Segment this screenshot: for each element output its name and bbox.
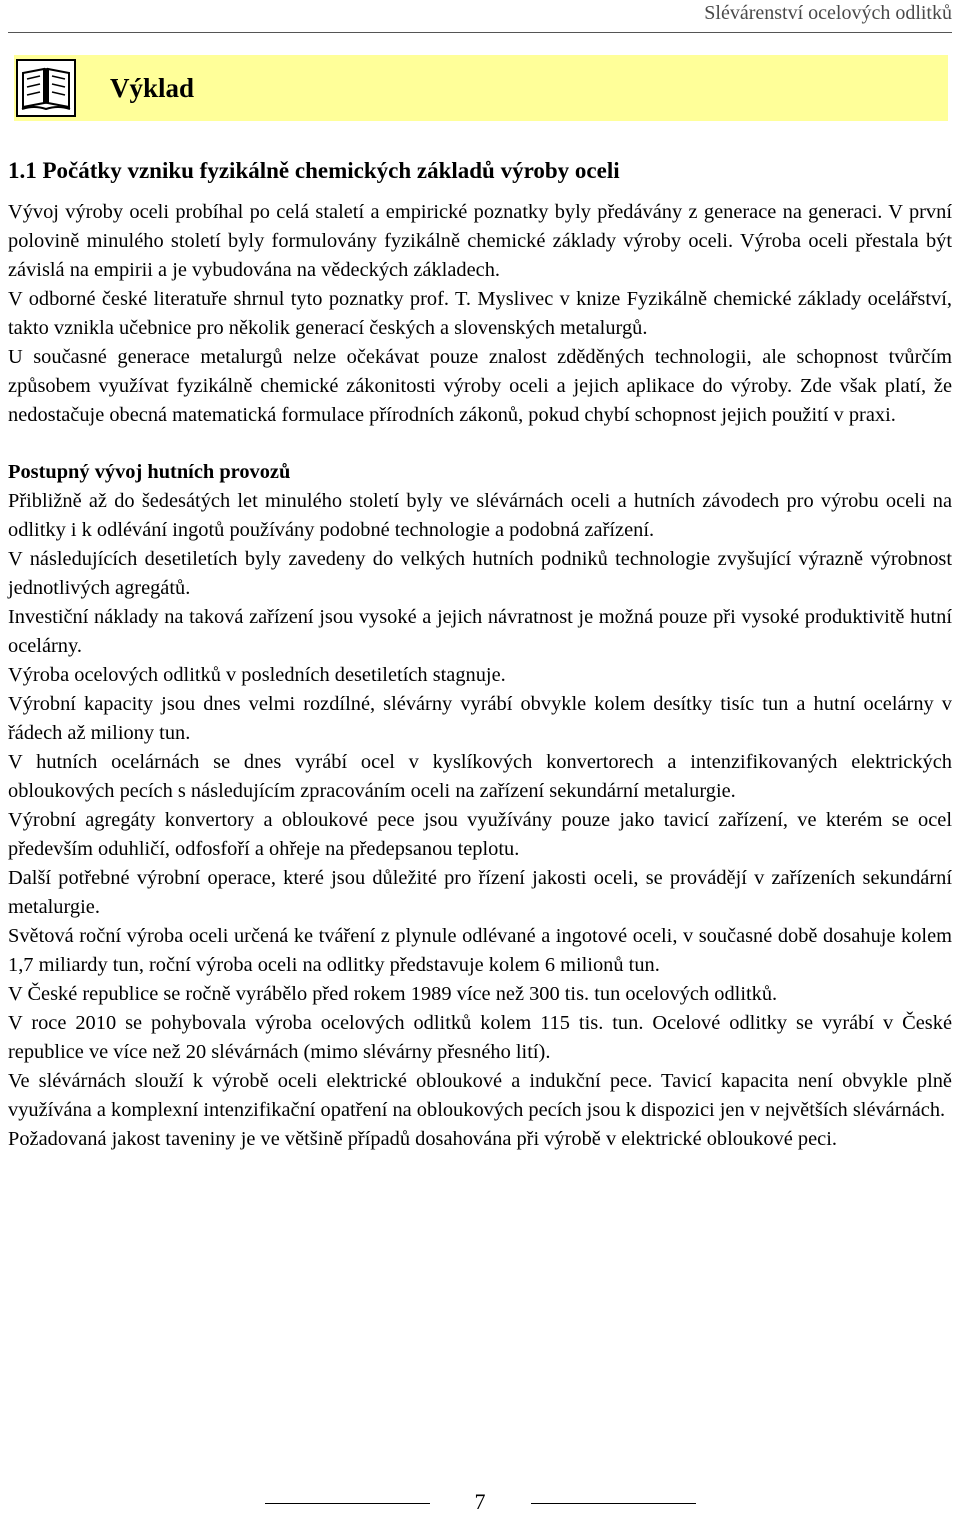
- banner-title: Výklad: [110, 73, 195, 103]
- paragraph: Světová roční výroba oceli určená ke tváření z plynule odlévané a ingotové oceli, v současné době dosahuje kolem 1,7 miliardy tun, roční výroba oceli na odlitky představuje kolem 6 milionů tun.: [8, 925, 952, 976]
- paragraph: Další potřebné výrobní operace, které jsou důležité pro řízení jakosti oceli, se provádějí v zařízeních sekundární metalurgie.: [8, 867, 952, 918]
- paragraph: Výrobní agregáty konvertory a obloukové pece jsou využívány pouze jako tavicí zařízení, ve kterém se ocel především oduhličí, odfosfoří a ohřeje na předepsanou teplotu.: [8, 809, 952, 860]
- header-rule: [8, 32, 952, 33]
- paragraph: U současné generace metalurgů nelze očekávat pouze znalost zděděných technologii, ale schopnost tvůrčím způsobem využívat fyzikálně chemické zákonitosti výroby oceli a jejich aplikace do výroby. Zde však platí, že nedostačuje obecná matematická formulace přírodních zákonů, pokud chybí schopnost jejich použití v praxi.: [8, 346, 952, 426]
- paragraph: Výrobní kapacity jsou dnes velmi rozdílné, slévárny vyrábí obvykle kolem desítky tisíc tun a hutní ocelárny v řádech až miliony tun.: [8, 693, 952, 744]
- subsection-heading: Postupný vývoj hutních provozů: [8, 461, 291, 483]
- paragraph: Výroba ocelových odlitků v posledních desetiletích stagnuje.: [8, 664, 506, 686]
- main-content: [8, 156, 952, 1154]
- page-number: 7: [474, 1489, 486, 1514]
- paragraph: Přibližně až do šedesátých let minulého století byly ve slévárnách oceli a hutních závodech pro výrobu oceli na odlitky i k odlévání ingotů používány podobné technologie a podobná zařízení.: [8, 490, 952, 541]
- paragraph: Ve slévárnách slouží k výrobě oceli elektrické obloukové a indukční pece. Tavicí kapacita není obvykle plně využívána a komplexní intenzifikační opatření na obloukových pecích jsou k dispozici jen v největších slévárnách.: [8, 1070, 952, 1121]
- running-header: Slévárenství ocelových odlitků: [704, 2, 952, 24]
- paragraph: V hutních ocelárnách se dnes vyrábí ocel v kyslíkových konvertorech a intenzifikovaných elektrických obloukových pecích s následujícím zpracováním oceli na zařízení sekundární metalurgie.: [8, 751, 952, 802]
- section-heading: 1.1 Počátky vzniku fyzikálně chemických základů výroby oceli: [8, 158, 620, 183]
- paragraph: V následujících desetiletích byly zavedeny do velkých hutních podniků technologie zvyšující výrazně výrobnost jednotlivých agregátů.: [8, 548, 952, 599]
- paragraph: Vývoj výroby oceli probíhal po celá staletí a empirické poznatky byly předávány z generace na generaci. V první polovině minulého století byly formulovány fyzikálně chemické základy výroby oceli. Výroba oceli přestala být závislá na empirii a je vybudována na vědeckých základech.: [8, 201, 952, 281]
- footer-rule-right: [531, 1503, 696, 1504]
- book-icon: [14, 55, 78, 121]
- paragraph: V roce 2010 se pohybovala výroba ocelových odlitků kolem 115 tis. tun. Ocelové odlitky se vyrábí v České republice ve více než 20 slévárnách (mimo slévárny přesného lití).: [8, 1012, 952, 1063]
- paragraph: Požadovaná jakost taveniny je ve většině případů dosahována při výrobě v elektrické obloukové peci.: [8, 1128, 837, 1150]
- section-banner: [14, 55, 948, 121]
- paragraph: Investiční náklady na taková zařízení jsou vysoké a jejich návratnost je možná pouze při vysoké produktivitě hutní ocelárny.: [8, 606, 952, 657]
- paragraph: V České republice se ročně vyrábělo před rokem 1989 více než 300 tis. tun ocelových odlitků.: [8, 983, 778, 1005]
- paragraph: V odborné české literatuře shrnul tyto poznatky prof. T. Myslivec v knize Fyzikálně chemické základy ocelářství, takto vznikla učebnice pro několik generací českých a slovenských metalurgů.: [8, 288, 952, 339]
- footer-rule-left: [265, 1503, 430, 1504]
